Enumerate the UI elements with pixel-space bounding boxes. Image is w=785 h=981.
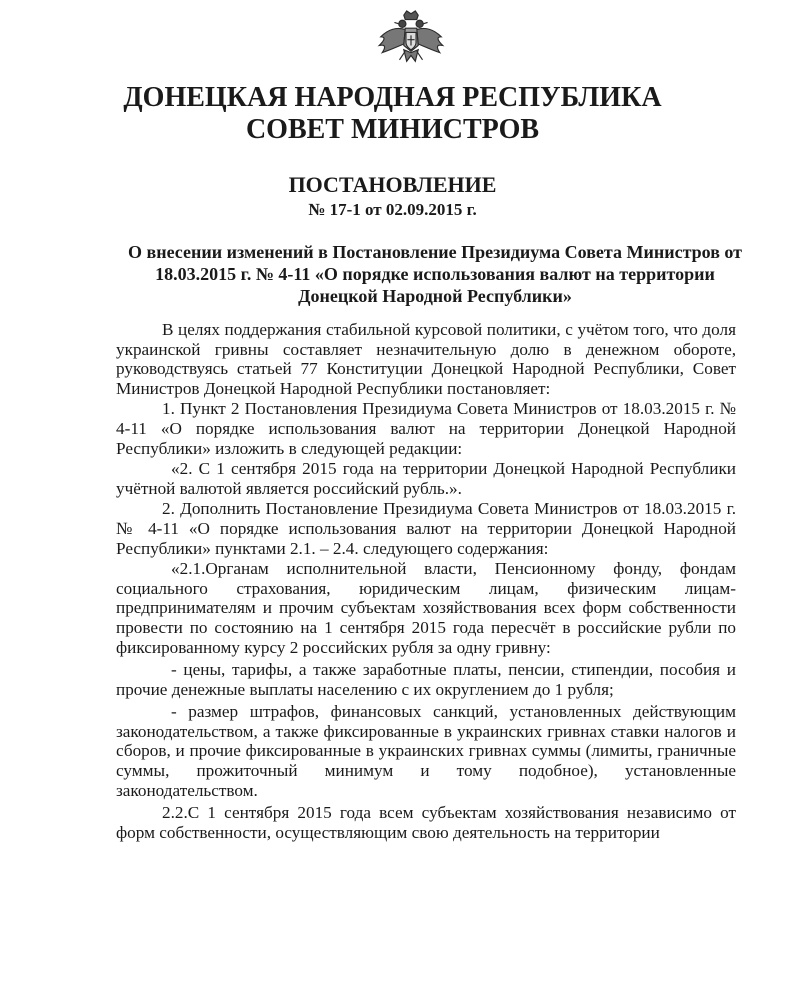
paragraph-2-1-list-item-1: - цены, тарифы, а также заработные платы, пенсии, стипендии, пособия и прочие денежные выплаты населению с их округлением до 1 рубля; (116, 660, 736, 699)
document-body (116, 320, 736, 843)
coat-of-arms-eagle-icon (375, 8, 447, 80)
paragraph-2-1-list-item-2: - размер штрафов, финансовых санкций, установленных действующим законодательством, а также фиксированные в украинских гривнах ставки налогов и сборов, и прочие фиксированные в украинских гривнах суммы (лимиты, граничные суммы, прожиточный минимум и тому подобное), установленные законодательством. (116, 702, 736, 800)
paragraph-2-2: 2.2.С 1 сентября 2015 года всем субъектам хозяйствования независимо от форм собственности, осуществляющим свою деятельность на территории (116, 803, 736, 842)
paragraph-preamble: В целях поддержания стабильной курсовой политики, с учётом того, что доля украинской гривны составляет незначительную долю в денежном обороте, руководствуясь статьей 77 Конституции Донецкой Народной Республики, Совет Министров Донецкой Народной Республики постановляет: (116, 320, 736, 398)
document-number: № 17-1 от 02.09.2015 г. (308, 200, 477, 219)
paragraph-item-2: 2. Дополнить Постановление Президиума Совета Министров от 18.03.2015 г. № 4-11 «О порядке использования валют на территории Донецкой Народной Республики» пунктами 2.1. – 2.4. следующего содержания: (116, 499, 736, 558)
council-heading: СОВЕТ МИНИСТРОВ (245, 114, 540, 145)
state-name-heading: ДОНЕЦКАЯ НАРОДНАЯ РЕСПУБЛИКА (123, 82, 662, 113)
paragraph-2-1: «2.1.Органам исполнительной власти, Пенсионному фонду, фондам социального страхования, юридическим лицам, физическим лицам-предпринимателям и прочим субъектам хозяйствования всех форм собственности провести по состоянию на 1 сентября 2015 года пересчёт в российские рубли по фиксированному курсу 2 российских рубля за одну гривну: (116, 559, 736, 657)
document-subject: О внесении изменений в Постановление Президиума Совета Министров от 18.03.2015 г. № 4-11 «О порядке использования валют на территории Донецкой Народной Республики» (127, 242, 743, 306)
document-type-heading: ПОСТАНОВЛЕНИЕ (288, 172, 497, 197)
paragraph-item-1-quote: «2. С 1 сентября 2015 года на территории Донецкой Народной Республики учётной валютой является российский рубль.». (116, 459, 736, 498)
paragraph-item-1: 1. Пункт 2 Постановления Президиума Совета Министров от 18.03.2015 г. № 4-11 «О порядке использования валют на территории Донецкой Народной Республики» изложить в следующей редакции: (116, 399, 736, 458)
